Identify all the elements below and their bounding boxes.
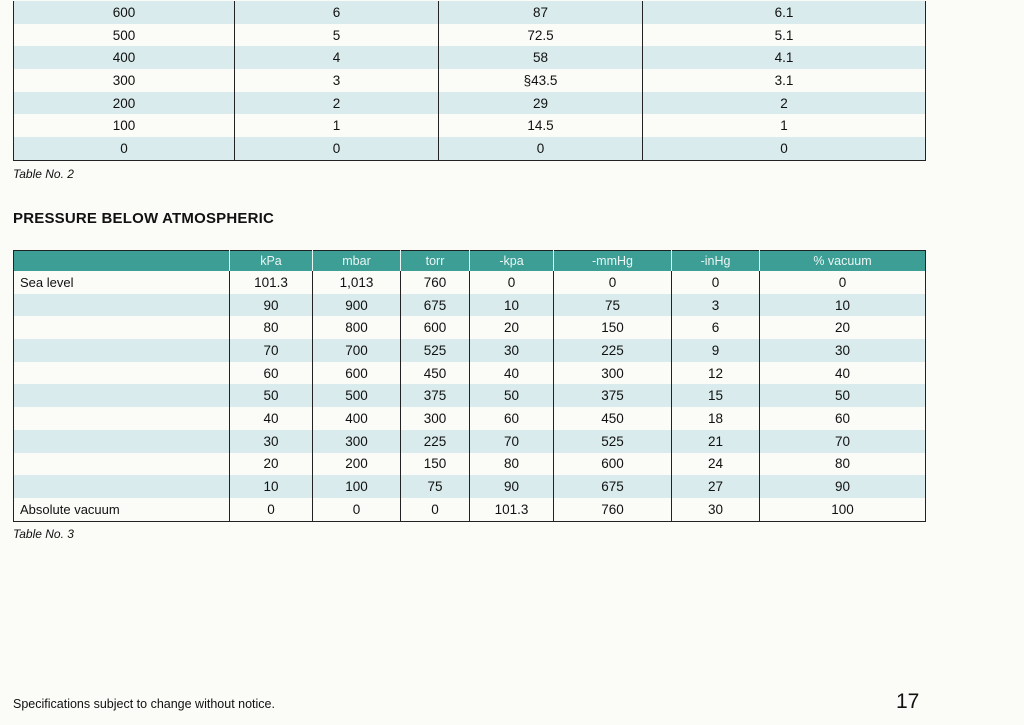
table-cell: 600 — [14, 1, 235, 24]
table-cell: 600 — [401, 316, 470, 339]
table-cell: 50 — [470, 384, 554, 407]
table-cell: 375 — [401, 384, 470, 407]
table-cell: 0 — [230, 498, 313, 521]
table-cell: 300 — [112, 72, 136, 88]
table-cell: 0 — [554, 271, 672, 294]
table-row — [14, 339, 926, 362]
table-cell: 800 — [313, 316, 401, 339]
table-cell: §43.5 — [439, 69, 643, 92]
table-cell: 70 — [760, 430, 926, 453]
table-cell: 6 — [235, 1, 439, 24]
table-cell: 90 — [760, 475, 926, 498]
table-cell: 400 — [14, 46, 235, 69]
table-cell: 0 — [439, 137, 643, 160]
table-cell: 72.5 — [439, 24, 643, 47]
row-label — [14, 362, 230, 385]
table-cell: 700 — [313, 339, 401, 362]
table-cell: 10 — [230, 475, 313, 498]
table-cell: 20 — [470, 316, 554, 339]
column-header: torr — [401, 251, 470, 272]
table-cell: 0 — [672, 271, 760, 294]
table-cell: 450 — [554, 407, 672, 430]
table-3-caption: Table No. 3 — [13, 527, 74, 541]
section-heading: PRESSURE BELOW ATMOSPHERIC — [13, 210, 275, 227]
table-row — [14, 69, 926, 92]
table-cell: 10 — [470, 294, 554, 317]
table-cell: 600 — [313, 362, 401, 385]
table-3 — [13, 250, 926, 522]
column-header: -inHg — [672, 251, 760, 272]
table-cell: 1,013 — [313, 271, 401, 294]
column-header: % vacuum — [760, 251, 926, 272]
table-cell: 3 — [235, 69, 439, 92]
table-cell: 525 — [554, 430, 672, 453]
table-cell: 2 — [235, 92, 439, 115]
table-cell: 2 — [643, 92, 926, 115]
table-cell: 0 — [235, 137, 439, 160]
table-row — [14, 92, 926, 115]
table-2 — [13, 1, 926, 161]
table-cell: 300 — [554, 362, 672, 385]
row-label — [14, 384, 230, 407]
table-cell: 18 — [672, 407, 760, 430]
table-cell: 4 — [235, 46, 439, 69]
table-row — [14, 1, 926, 24]
table-cell: 75 — [554, 294, 672, 317]
table-cell: 21 — [672, 430, 760, 453]
table-cell: 225 — [554, 339, 672, 362]
column-header: -kpa — [470, 251, 554, 272]
row-label — [14, 339, 230, 362]
table-cell: 200 — [313, 453, 401, 476]
table-cell: 14.5 — [439, 114, 643, 137]
table-cell: 675 — [401, 294, 470, 317]
table-cell: 100 — [313, 475, 401, 498]
table-cell: 101.3 — [470, 498, 554, 521]
table-header-row — [14, 251, 926, 272]
column-header: -mmHg — [554, 251, 672, 272]
table-cell: 10 — [760, 294, 926, 317]
table-cell: 70 — [230, 339, 313, 362]
table-cell: 525 — [401, 339, 470, 362]
table-cell: 5 — [235, 24, 439, 47]
table-cell: 80 — [470, 453, 554, 476]
table-cell: 3.1 — [643, 69, 926, 92]
table-cell: 100 — [112, 118, 136, 134]
table-cell: 40 — [470, 362, 554, 385]
table-cell: 225 — [401, 430, 470, 453]
table-cell: 29 — [439, 92, 643, 115]
table-cell: 450 — [401, 362, 470, 385]
table-cell: 100 — [760, 498, 926, 521]
table-row — [14, 114, 926, 137]
page-number: 17 — [896, 690, 920, 713]
table-cell: 50 — [230, 384, 313, 407]
table-cell: 400 — [313, 407, 401, 430]
table-cell: 12 — [672, 362, 760, 385]
table-cell: 60 — [760, 407, 926, 430]
table-cell: 30 — [230, 430, 313, 453]
table-row — [14, 294, 926, 317]
table-cell: 150 — [401, 453, 470, 476]
table-cell: 90 — [470, 475, 554, 498]
table-cell: 375 — [554, 384, 672, 407]
table-cell: 87 — [439, 1, 643, 24]
table-cell: 60 — [470, 407, 554, 430]
row-label — [14, 316, 230, 339]
row-label: Absolute vacuum — [20, 501, 120, 517]
table-cell: 20 — [230, 453, 313, 476]
table-cell: 6.1 — [643, 1, 926, 24]
table-cell: 0 — [643, 137, 926, 160]
table-cell: 500 — [313, 384, 401, 407]
table-row — [14, 271, 926, 294]
table-cell: 600 — [554, 453, 672, 476]
table-cell: 40 — [230, 407, 313, 430]
row-label: Sea level — [20, 274, 74, 290]
table-cell: 101.3 — [230, 271, 313, 294]
table-row — [14, 316, 926, 339]
table-cell: 27 — [672, 475, 760, 498]
table-row — [14, 498, 926, 521]
table-cell: 20 — [760, 316, 926, 339]
table-cell: 60 — [230, 362, 313, 385]
row-label — [14, 430, 230, 453]
table-cell: 150 — [554, 316, 672, 339]
table-cell: 0 — [313, 498, 401, 521]
table-cell: 0 — [14, 137, 235, 160]
table-cell: 0 — [401, 498, 470, 521]
table-cell: 80 — [760, 453, 926, 476]
table-row — [14, 137, 926, 160]
table-cell: 0 — [760, 271, 926, 294]
table-cell: 6 — [672, 316, 760, 339]
table-cell: 24 — [672, 453, 760, 476]
table-row — [14, 46, 926, 69]
column-header: kPa — [230, 251, 313, 272]
column-header: mbar — [313, 251, 401, 272]
table-cell: 30 — [470, 339, 554, 362]
table-cell: 80 — [230, 316, 313, 339]
table-row — [14, 24, 926, 47]
table-row — [14, 430, 926, 453]
table-row — [14, 384, 926, 407]
column-header — [14, 251, 230, 272]
table-row — [14, 453, 926, 476]
table-cell: 500 — [112, 27, 136, 43]
table-cell: 50 — [760, 384, 926, 407]
table-cell: 760 — [554, 498, 672, 521]
table-cell: 30 — [760, 339, 926, 362]
table-cell: 75 — [401, 475, 470, 498]
table-cell: 760 — [401, 271, 470, 294]
table-2-caption: Table No. 2 — [13, 167, 74, 181]
table-cell: 675 — [554, 475, 672, 498]
table-cell: 58 — [439, 46, 643, 69]
footer-note: Specifications subject to change without notice. — [13, 697, 275, 711]
table-row — [14, 475, 926, 498]
table-cell: 9 — [672, 339, 760, 362]
table-cell: 200 — [14, 92, 235, 115]
table-row — [14, 407, 926, 430]
table-cell: 3 — [672, 294, 760, 317]
table-cell: 0 — [470, 271, 554, 294]
table-cell: 300 — [401, 407, 470, 430]
table-cell: 1 — [643, 114, 926, 137]
row-label — [14, 453, 230, 476]
row-label — [14, 407, 230, 430]
table-cell: 90 — [230, 294, 313, 317]
table-row — [14, 362, 926, 385]
table-cell: 70 — [470, 430, 554, 453]
table-cell: 4.1 — [643, 46, 926, 69]
table-cell: 40 — [760, 362, 926, 385]
table-cell: 5.1 — [643, 24, 926, 47]
row-label — [14, 294, 230, 317]
table-cell: 300 — [313, 430, 401, 453]
row-label — [14, 475, 230, 498]
table-cell: 15 — [672, 384, 760, 407]
table-cell: 30 — [672, 498, 760, 521]
table-cell: 1 — [235, 114, 439, 137]
table-cell: 900 — [313, 294, 401, 317]
